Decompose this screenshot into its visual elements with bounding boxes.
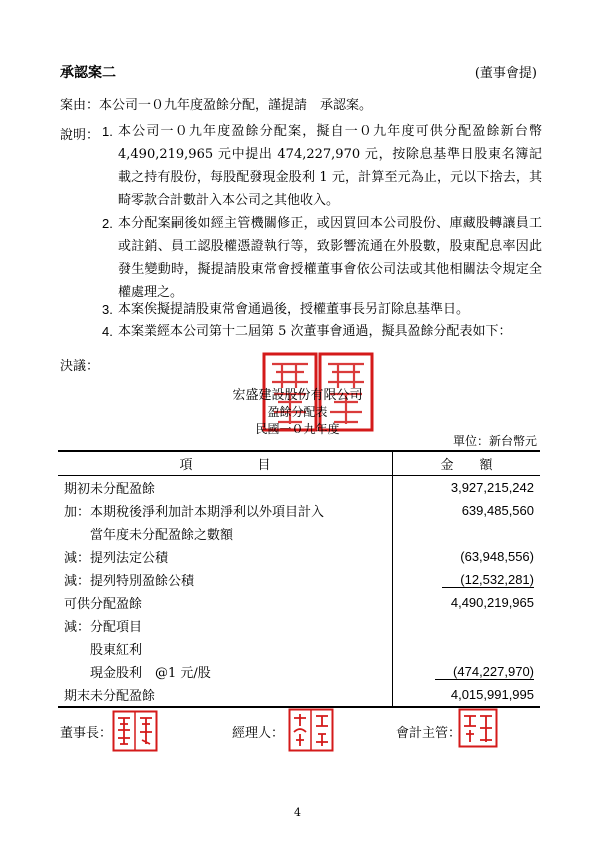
chairman-label: 董事長： (60, 726, 113, 741)
proposer: (董事會提) (474, 66, 537, 81)
statement-period: 民國一０九年度 (255, 422, 340, 436)
chairman-seal-icon (112, 710, 158, 752)
item-number: 1. (102, 124, 113, 139)
column-header-amount: 金 額 (393, 451, 541, 476)
table-row: 當年度未分配盈餘之數額 (58, 522, 540, 545)
table-row: 減：提列法定公積 (63,948,556) (58, 545, 540, 568)
table-row: 減：提列特別盈餘公積 (12,532,281) (58, 568, 540, 591)
item-text: 本分配案嗣後如經主管機關修正，或因買回本公司股份、庫藏股轉讓員工或註銷、員工認股權憑證執行等，致影響流通在外股數，股東配息率因此發生變動時，擬提請股東常會授權董事會依公司法或其他相關法令規定全權處理之。 (118, 216, 542, 300)
currency-unit: 單位：新台幣元 (452, 434, 537, 448)
manager-seal-icon (288, 708, 334, 752)
item-number: 2. (102, 216, 113, 231)
resolution-label: 決議： (60, 359, 100, 374)
table-row: 期初未分配盈餘 3,927,215,242 (58, 476, 540, 500)
accountant-label: 會計主管： (396, 726, 462, 741)
item-text: 本案業經本公司第十二屆第 5 次董事會通過，擬具盈餘分配表如下： (118, 324, 512, 339)
table-row: 股東紅利 (58, 637, 540, 660)
page-number: 4 (294, 806, 301, 819)
manager-label: 經理人： (232, 726, 285, 741)
proposal-reason: 案由：本公司一０九年度盈餘分配，謹提請 承認案。 (60, 98, 373, 113)
underlined-amount: (12,532,281) (442, 572, 534, 588)
earnings-distribution-table (58, 450, 540, 708)
item-number: 4. (102, 324, 113, 339)
item-text: 本公司一０九年度盈餘分配案，擬自一０九年度可供分配盈餘新台幣4,490,219,965 元中提出 474,227,970 元，按除息基準日股東名簿記載之持有股份，每股配發現金股利 1 元，計算至元為止，元以下捨去，其畸零款合計數計入本公司之其他收入。 (118, 124, 542, 208)
explanation-item-4 (102, 320, 542, 343)
item-text: 本案俟擬提請股東常會通過後，授權董事長另訂除息基準日。 (118, 302, 470, 317)
table-row: 現金股利 @1 元/股 (474,227,970) (58, 660, 540, 683)
item-number: 3. (102, 302, 113, 317)
statement-title: 盈餘分配表 (267, 405, 328, 419)
underlined-amount: (474,227,970) (435, 664, 534, 680)
explanation-item-2 (102, 212, 542, 304)
table-row: 加：本期稅後淨利加計本期淨利以外項目計入 639,485,560 (58, 499, 540, 522)
company-name: 宏盛建設股份有限公司 (232, 387, 363, 402)
explanation-item-3 (102, 298, 542, 321)
accountant-seal-icon (458, 708, 498, 748)
explanation-item-1 (102, 120, 542, 212)
column-header-item: 項 目 (58, 451, 393, 476)
table-row: 減：分配項目 (58, 614, 540, 637)
explanation-label: 說明： (60, 128, 100, 143)
table-row: 期末未分配盈餘 4,015,991,995 (58, 683, 540, 707)
proposal-title: 承認案二 (60, 65, 116, 81)
table-row: 可供分配盈餘 4,490,219,965 (58, 591, 540, 614)
